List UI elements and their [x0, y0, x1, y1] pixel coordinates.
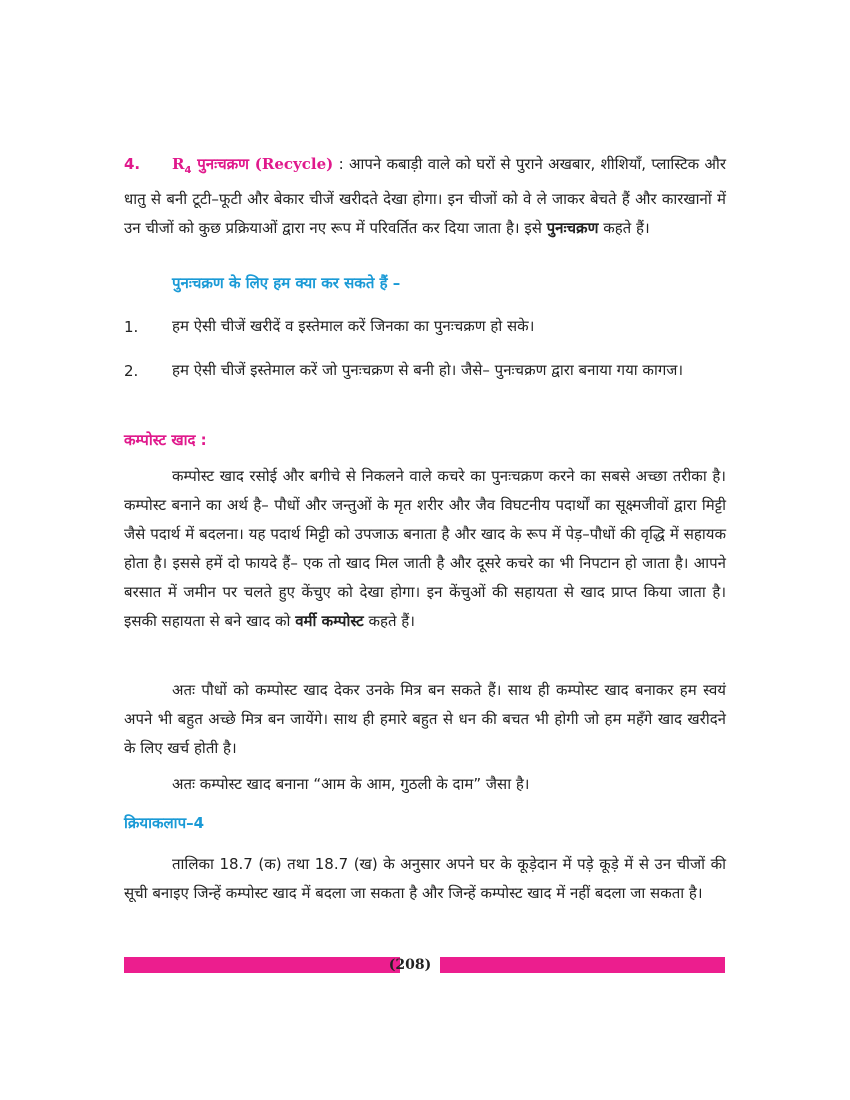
activity-heading: क्रियाकलाप–4 — [124, 814, 205, 832]
section4-bold-term: पुनःचक्रण — [546, 219, 599, 237]
r4-subscript: 4 — [184, 165, 192, 176]
recycle-item-2-number: 2. — [124, 362, 139, 380]
compost-paragraph-1 — [124, 462, 726, 636]
recycle-item-1-number: 1. — [124, 318, 139, 336]
activity-paragraph: तालिका 18.7 (क) तथा 18.7 (ख) के अनुसार अपने घर के कूड़ेदान में पड़े कूड़े में से उन चीजों की सूची बनाइए जिन्हें कम्पोस्ट खाद में बदला जा सकता है और जिन्हें कम्पोस्ट खाद में नहीं बदला जा सकता है। — [124, 855, 726, 902]
section4-number: 4. — [124, 155, 141, 173]
compost-p1-text-2: कहते हैं। — [363, 612, 415, 630]
r4-letter: R — [172, 155, 185, 173]
compost-heading: कम्पोस्ट खाद : — [124, 431, 207, 449]
compost-paragraph-2: अतः पौधों को कम्पोस्ट खाद देकर उनके मित्र बन सकते हैं। साथ ही कम्पोस्ट खाद बनाकर हम स्वयं अपने भी बहुत अच्छे मित्र बन जायेंगे। साथ ही हमारे बहुत से धन की बचत भी होगी जो हम महँगे खाद खरीदने के लिए खर्च होती है। — [124, 681, 726, 757]
footer-bar-left — [124, 957, 400, 973]
footer-bar-right — [440, 957, 725, 973]
page-number: (208) — [388, 957, 432, 973]
compost-paragraph-3: अतः कम्पोस्ट खाद बनाना “आम के आम, गुठली के दाम” जैसा है। — [172, 775, 530, 793]
recycle-item-2-text: हम ऐसी चीजें इस्तेमाल करें जो पुनःचक्रण से बनी हो। जैसे– पुनःचक्रण द्वारा बनाया गया कागज। — [172, 361, 684, 379]
section4-text-1: आपने कबाड़ी वाले को घरों से पुराने अखबार, शीशियाँ, प्लास्टिक और धातु से बनी टूटी–फूटी और बेकार चीजें खरीदते देखा होगा। इन चीजों को वे ले जाकर बेचते हैं और कारखानों में उन चीजों को कुछ प्रक्रियाओं द्वारा नए रूप में परिवर्तित कर दिया जाता है। इसे — [124, 155, 726, 237]
r4-separator: : — [333, 155, 349, 173]
compost-p1-bold-term: वर्मी कम्पोस्ट — [295, 612, 364, 630]
recycle-item-1-text: हम ऐसी चीजें खरीदें व इस्तेमाल करें जिनका का पुनःचक्रण हो सके। — [172, 317, 535, 335]
section4-label — [124, 155, 334, 176]
compost-p1-text-1: कम्पोस्ट खाद रसोई और बगीचे से निकलने वाले कचरे का पुनःचक्रण करने का सबसे अच्छा तरीका है। कम्पोस्ट बनाने का अर्थ है– पौधों और जन्तुओं के मृत शरीर और जैव विघटनीय पदार्थों का सूक्ष्मजीवों द्वारा मिट्टी जैसे पदार्थ में बदलना। यह पदार्थ मिट्टी को उपजाऊ बनाता है और खाद के रूप में पेड़–पौधों की वृद्धि में सहायक होता है। इससे हमें दो फायदे हैं– एक तो खाद मिल जाती है और दूसरे कचरे का भी निपटान हो जाता है। आपने बरसात में जमीन पर चलते हुए केंचुए को देखा होगा। इन केंचुओं की सहायता से खाद प्राप्त किया जाता है। इसकी सहायता से बने खाद को — [124, 467, 726, 630]
r4-english-label: (Recycle) — [254, 155, 334, 173]
r4-hindi-label: पुनःचक्रण — [197, 155, 249, 173]
section4-paragraph — [124, 150, 726, 243]
recycle-heading: पुनःचक्रण के लिए हम क्या कर सकते हैं – — [172, 274, 401, 292]
section4-text-2: कहते हैं। — [598, 219, 650, 237]
